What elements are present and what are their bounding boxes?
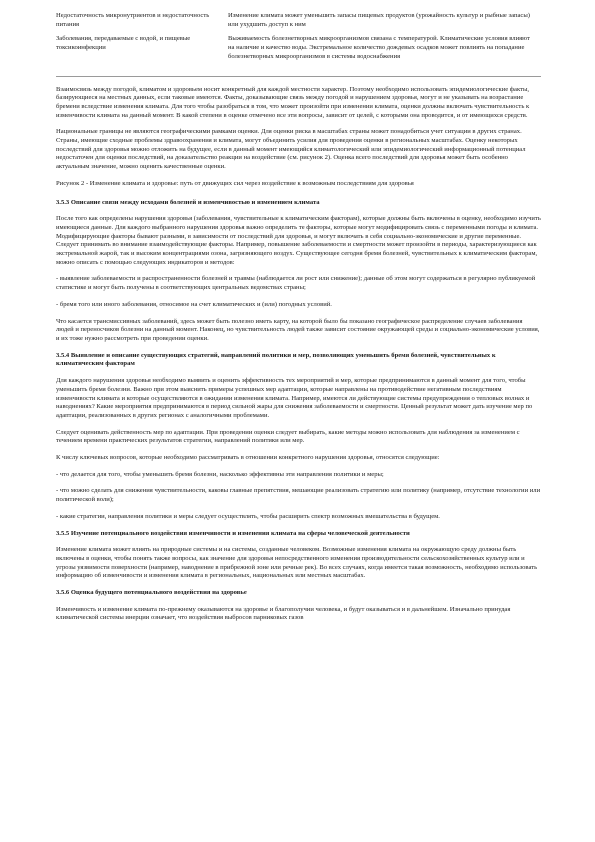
paragraph: Что касается трансмиссивных заболеваний, здесь может быть полезно иметь карту, на которой было бы показано географическое распределение случаев заболевания людей и переносчиков болезни на данный момент. Наконец, но чувствительность людей также зависит состояние окружающей среды и социально-экономические условия, и их тоже нужно рассмотреть при проведении оценки. — [56, 317, 540, 342]
table-bottom-rule — [56, 76, 541, 77]
paragraph: Изменчивость и изменение климата по-прежнему оказываются на здоровье и благополучии человека, и будут оказываться и в дальнейшем. Изначально принудая климатической системы инерции означает, что воздействия выбросов парниковых газов — [56, 605, 511, 622]
table-cell-mechanism: Изменение климата может уменьшить запасы пищевых продуктов (урожайность культур и рыбные запасы) или ухудшить доступ к ним — [228, 12, 530, 28]
bullet-item: - что делается для того, чтобы уменьшить бремя болезни, насколько эффективны эти направления политики и меры; — [56, 470, 384, 478]
table-cell-outcome: Недостаточность микронутриентов и недостаточность питания — [56, 12, 210, 28]
section-heading: 3.5.6 Оценка будущего потенциального воздействия на здоровье — [56, 589, 247, 597]
paragraph: Изменение климата может влиять на природные системы и на системы, созданные человеком. Возможные изменения климата на окружающую среду должны быть включены в оценки, чтобы понять также вопросы, как значение для здоровья непосредственного изменения производительности сельскохозяйственных культур или и угрозы уязвимости поверхности (например, наводнение в прибрежной зоне или речные рек). Во всех случаях, когда имеется такая возможность, необходимо использовать информацию об изменчивости и изменения климата в региональных, национальных или местных масштабах. — [56, 546, 538, 580]
bullet-item: - бремя того или иного заболевания, относимое на счет климатических и (или) погодных условий. — [56, 300, 332, 308]
paragraph: Для каждого нарушения здоровья необходимо выявить и оценить эффективность тех мероприятий и мер, которые предпринимаются в данный момент для того, чтобы уменьшить бремя болезни. Важно при этом выяснить примеры успешных мер адаптации, которые направлены на противодействие негативным последствиям изменчивости климата и которые осуществляются в ожидании изменения климата. Например, имеются ли действующие системы предупреждения о тепловых волнах и наводнениях? Какие мероприятия предпринимаются в период сильной жары для снижения заболеваемости и смертности. Ценный результат может дать изучение мер по адаптации, реализованных в других регионах с аналогичными проблемами. — [56, 377, 533, 419]
paragraph: Взаимосвязь между погодой, климатом и здоровьем носит конкретный для каждой местности характер. Поэтому необходимо использовать эпидемиологические факты, базирующиеся на местных данных, если таковые имеются. Факты, доказывающие связь между погодой и нарушением здоровья, могут и не указывать на возрастание бремени вследствие изменения климата. Для того чтобы разобраться в том, что может произойти при изменении климата, оценки должны включать чувствительность к изменчивости климата на данный момент. В какой степени в оценке отмечено все эти вопросы, зависит от целей, с которыми она проводится, и от имеющихся средств. — [56, 85, 530, 119]
paragraph: Следует оценивать действенность мер по адаптации. При проведении оценки следует выбирать, какие методы можно использовать для наблюдения за изменением с течением времени практических результатов стратегии, направлений политики или мер. — [56, 428, 520, 445]
section-heading: 3.5.4 Выявление и описание существующих стратегий, направлений политики и мер, позволяющих уменьшить бремя болезней, чувствительных к климатическим факторам — [56, 351, 496, 368]
bullet-item: - какие стратегии, направления политики и меры следует осуществлять, чтобы расширить спектр возможных вмешательства в будущем. — [56, 512, 440, 520]
paragraph: К числу ключевых вопросов, которые необходимо рассматривать в отношении конкретного нарушения здоровья, относятся следующие: — [56, 454, 440, 462]
section-heading: 3.5.5 Изучение потенциального воздействия изменчивости и изменения климата на сферы человеческой деятельности — [56, 529, 410, 537]
bullet-item: - выявление заболеваемости и распространенности болезней и травмы (наблюдается ли рост или снижение); данные об этом могут содержаться в регулярно публикуемой статистике и могут быть получены в соответствующих центральных ведомствах страны; — [56, 275, 536, 292]
paragraph: Национальные границы не являются географическими рамками оценки. Для оценки риска в масштабах страны может понадобиться учет ситуации в других странах. Страны, имеющие сходные проблемы здравоохранения и климата, могут объединить усилия для проведения оценки в региональных масштабах. Оценку некоторых последствий для здоровья можно отложить на будущее, если в данный момент имеющийся климатологический или эпидемиологический информационный потенциал недостаточен для оценки последствий, на доказательство реакции на воздействие (см. рисунок 2). Оценка всего последствий для здоровья может быть особенно актуальным значение, можно оценить качественные оценки. — [56, 128, 526, 171]
table-row — [56, 12, 541, 35]
section-heading: 3.5.3 Описание связи между исходами болезней и изменчивостью и изменением климата — [56, 198, 320, 206]
paragraph: После того как определены нарушения здоровья (заболевания, чувствительные к климатическим факторам), которые должны быть включены в оценку, необходимо изучить имеющиеся данные. Для каждого выбранного нарушения здоровья важно определить те факторы, которые могут модифицировать связь с переменными погоды и климата. Модифицирующие факторы бывают разными, в зависимости от последствий для здоровья, и могут включать в себя социально-экономические и другие переменные. Следует принимать во внимание взаимодействующие факторы. Например, повышение заболеваемости и смертности может произойти в периоды, характеризующиеся как экстремальной жарой, так и высоким концентрациями озона, загрязняющего воздух. Существующее сегодня бремя болезней, чувствительных к климатическим факторам, можно описать с помощью следующих индикаторов и методов: — [56, 215, 541, 266]
table-row — [56, 35, 541, 67]
table-cell-outcome: Заболевания, передаваемые с водой, и пищевые токсикоинфекции — [56, 35, 191, 52]
bullet-item: - что можно сделать для снижения чувствительности, каковы главные препятствия, мешающие реализовать стратегию или политику (например, отсутствие технологии или политической воли); — [56, 487, 541, 504]
health-impact-table — [56, 12, 541, 68]
table-cell-mechanism: Выживаемость болезнетворных микроорганизмов связана с температурой. Климатические условия влияют на наличие и качество воды. Экстремальное количество дождевых осадков может повлиять на попадание болезнетворных микроорганизмов в системы водоснабжения — [228, 35, 530, 60]
figure-caption: Рисунок 2 - Изменение климата и здоровье: путь от движущих сил через воздействие к возможным последствиям для здоровья — [56, 179, 414, 187]
